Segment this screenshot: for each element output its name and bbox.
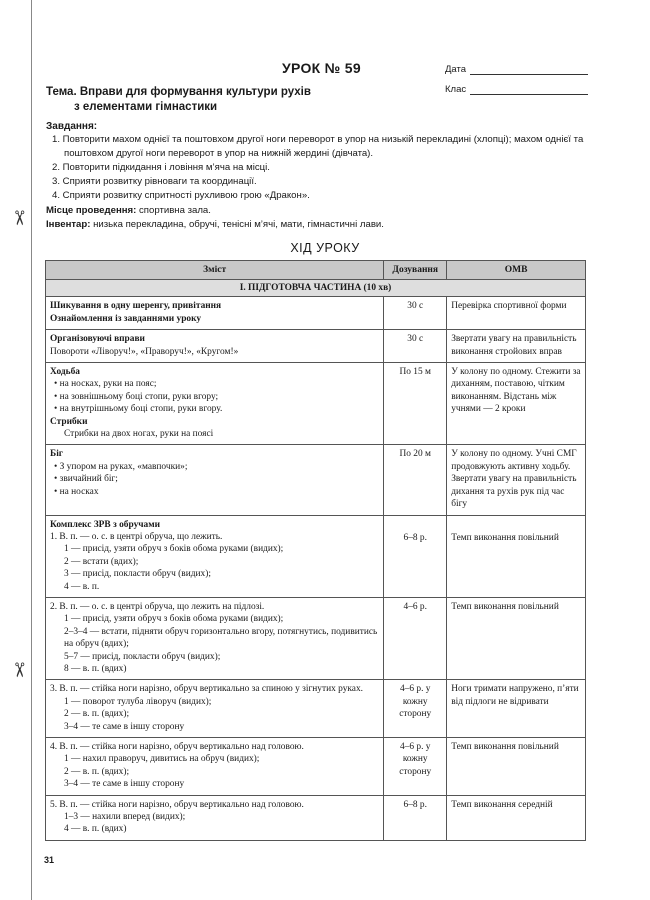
lesson-plan-table <box>45 260 586 841</box>
table-row: 3. В. п. — стійка ноги нарізно, обруч вертикально за спиною у зігнутих руках. 1 — поворот тулуба ліворуч (видих); 2 — в. п. (вдих); 3–4 — те саме в іншу сторону 4–6 р. у кожну сторону Ноги тримати напружено, п’яти від підлоги не відривати <box>46 680 586 738</box>
tasks-list <box>52 133 592 203</box>
table-row: 4. В. п. — стійка ноги нарізно, обруч вертикально над головою. 1 — нахил праворуч, дивитись на обруч (видих); 2 — в. п. (вдих); 3–4 — те саме в іншу сторону 4–6 р. у кожну сторону Темп виконання повільний <box>46 738 586 796</box>
lesson-theme: Тема. Вправи для формування культури рухів з елементами гімнастики <box>46 86 311 113</box>
course-title: ХІД УРОКУ <box>290 241 360 255</box>
column-header: Дозування <box>384 261 447 280</box>
page-number: 31 <box>44 855 55 865</box>
table-row: Шикування в одну шеренгу, привітання Ознайомлення із завданнями уроку 30 с Перевірка спортивної форми <box>46 297 586 330</box>
list-item: 2. Повторити підкидання і ловіння м’яча на місці. <box>52 162 270 173</box>
list-item: 3. Сприяти розвитку рівноваги та координації. <box>52 176 257 187</box>
tasks-heading: Завдання: <box>46 121 98 132</box>
cut-margin-line <box>31 0 32 900</box>
table-row: Комплекс ЗРВ з обручами 1. В. п. — о. с. в центрі обруча, що лежить. 1 — присід, узяти обруч з боків обома руками (видих); 2 — встати (вдих); 3 — присід, покласти обруч (видих); 4 — в. п. 6–8 р. Темп виконання повільний <box>46 515 586 597</box>
lesson-title: УРОК № 59 <box>282 60 361 76</box>
column-header: Зміст <box>46 261 384 280</box>
date-field: Дата <box>445 64 588 75</box>
table-row: 5. В. п. — стійка ноги нарізно, обруч вертикально над головою. 1–3 — нахили вперед (видих); 4 — в. п. (вдих) 6–8 р. Темп виконання середній <box>46 795 586 840</box>
table-row: 2. В. п. — о. с. в центрі обруча, що лежить на підлозі. 1 — присід, узяти обруч з боків обома руками (видих); 2–3–4 — встати, підняти обруч горизонтально вгору, потягнутись, подивитись на обруч (вдих); 5–7 — присід, покласти обруч (видих); 8 — в. п. (вдих) 4–6 р. Темп виконання повільний <box>46 597 586 679</box>
table-row: Ходьба • на носках, руки на пояс; • на зовнішньому боці стопи, руки вгору; • на внутрішньому боці стопи, руки вгору. Стрибки Стрибки на двох ногах, руки на поясі По 15 м У колону по одному. Стежити за диханням, поставою, чітким виконанням. Відстань між учнями — 2 кроки <box>46 363 586 445</box>
list-item: 4. Сприяти розвитку спритності рухливою грою «Дракон». <box>52 190 310 201</box>
table-header-row <box>46 261 586 280</box>
class-field: Клас <box>445 84 588 95</box>
scissors-icon: ✂ <box>7 209 30 227</box>
inventory-info: Інвентар: низька перекладина, обручі, тенісні м’ячі, мати, гімнастичні лави. <box>46 219 384 230</box>
section-row: І. ПІДГОТОВЧА ЧАСТИНА (10 хв) <box>46 280 586 297</box>
scissors-icon: ✂ <box>7 661 30 679</box>
column-header: ОМВ <box>447 261 586 280</box>
place-info: Місце проведення: спортивна зала. <box>46 205 211 216</box>
table-row: Біг • З упором на руках, «мавпочки»; • звичайний біг; • на носках По 20 м У колону по одному. Учні СМГ продовжують активну ходьбу. Звертати увагу на правильність дихання та рухів рук під час бігу <box>46 445 586 515</box>
table-row: Організовуючі вправи Повороти «Ліворуч!», «Праворуч!», «Кругом!» 30 с Звертати увагу на правильність виконання стройових вправ <box>46 330 586 363</box>
list-item: 1. Повторити махом однієї та поштовхом другої ноги переворот в упор на низькій перекладині (хлопці); махом однієї та поштовхом другої ноги переворот в упор на нижній жердині (дівчата). <box>52 134 584 159</box>
